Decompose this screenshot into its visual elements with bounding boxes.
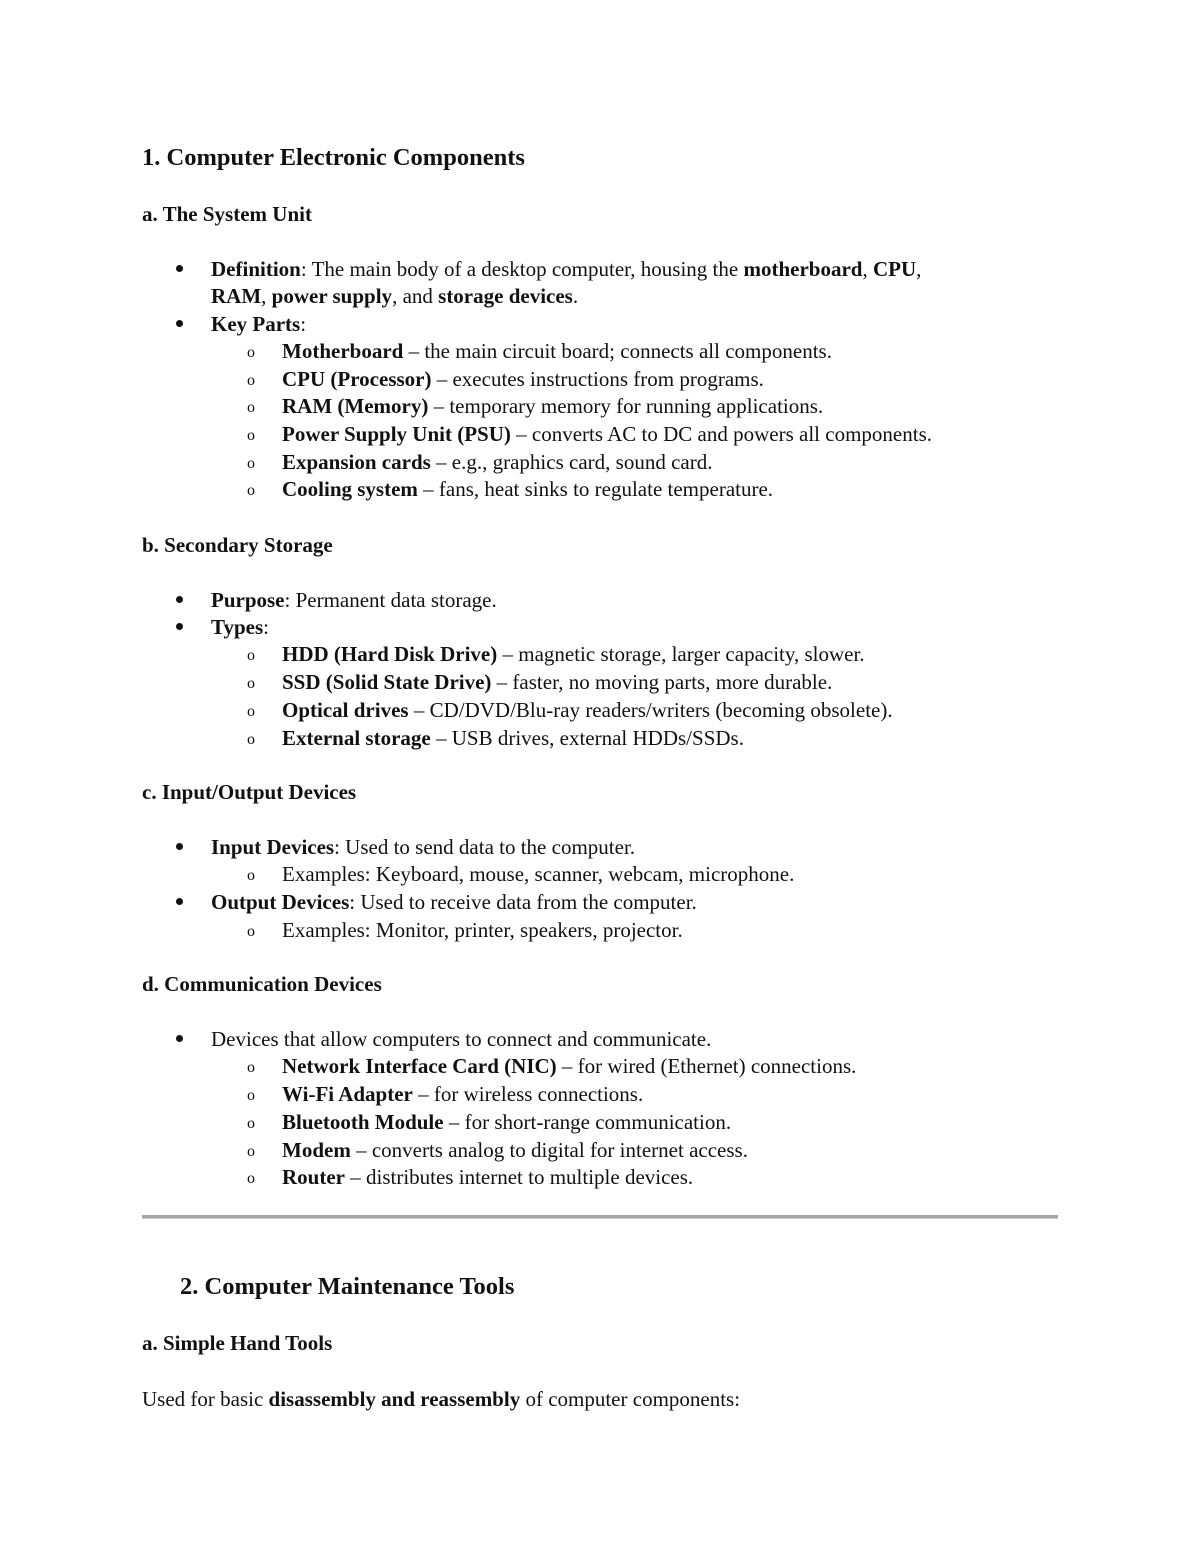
device-desc: – converts analog to digital for internet access. [350, 1138, 748, 1162]
definition-period: . [572, 284, 579, 308]
definition-term-ram: RAM [211, 284, 262, 308]
list-item [282, 1164, 693, 1190]
subsection-c-heading: c. Input/Output Devices [142, 780, 357, 804]
part-desc: – executes instructions from programs. [431, 367, 764, 391]
definition-comma: , [916, 257, 922, 281]
part-desc: – e.g., graphics card, sound card. [430, 450, 713, 474]
purpose-label: Purpose [211, 588, 285, 612]
hand-tools-intro [142, 1386, 740, 1412]
device-desc: – for short-range communication. [443, 1110, 732, 1134]
type-term: HDD (Hard Disk Drive) [282, 642, 498, 666]
definition-term-storage: storage devices [438, 284, 573, 308]
part-desc: – the main circuit board; connects all components. [403, 339, 832, 363]
types-line [211, 614, 269, 640]
input-devices-text: : Used to send data to the computer. [334, 835, 636, 859]
definition-term-cpu: CPU [872, 257, 917, 281]
list-item [282, 338, 832, 364]
device-term: Network Interface Card (NIC) [282, 1054, 557, 1078]
definition-sep: : [300, 257, 312, 281]
purpose-line [211, 587, 497, 613]
part-desc: – converts AC to DC and powers all components. [510, 422, 932, 446]
bullet-icon [176, 843, 183, 850]
types-label: Types [211, 615, 264, 639]
sub-bullet-icon: o [247, 675, 255, 692]
definition-comma: , [261, 284, 272, 308]
output-devices-label: Output Devices [211, 890, 350, 914]
device-desc: – distributes internet to multiple devices. [344, 1165, 694, 1189]
sub-bullet-icon: o [247, 923, 255, 940]
input-examples: Examples: Keyboard, mouse, scanner, webcam, microphone. [282, 862, 795, 886]
sub-bullet-icon: o [247, 1087, 255, 1104]
sub-bullet-icon: o [247, 703, 255, 720]
definition-line-2 [211, 283, 578, 309]
device-desc: – for wired (Ethernet) connections. [556, 1054, 857, 1078]
type-term: Optical drives [282, 698, 409, 722]
bullet-icon [176, 596, 183, 603]
part-term: Expansion cards [282, 450, 431, 474]
section-2-title: 2. Computer Maintenance Tools [180, 1273, 515, 1300]
list-item [282, 366, 764, 392]
list-item [282, 1137, 748, 1163]
sub-bullet-icon: o [247, 455, 255, 472]
bullet-icon [176, 320, 183, 327]
output-devices-text: : Used to receive data from the computer. [349, 890, 697, 914]
sub-bullet-icon: o [247, 372, 255, 389]
list-item [282, 421, 932, 447]
key-parts-sep: : [300, 312, 307, 336]
type-desc: – USB drives, external HDDs/SSDs. [430, 726, 744, 750]
sub-bullet-icon: o [247, 1170, 255, 1187]
subsection-b-heading: b. Secondary Storage [142, 533, 333, 557]
bullet-icon [176, 623, 183, 630]
part-desc: – fans, heat sinks to regulate temperature. [417, 477, 774, 501]
part-term: Power Supply Unit (PSU) [282, 422, 511, 446]
input-devices-line [211, 834, 635, 860]
sub-bullet-icon: o [247, 482, 255, 499]
sub-bullet-icon: o [247, 867, 255, 884]
purpose-text: : Permanent data storage. [284, 588, 497, 612]
intro-bold: disassembly and reassembly [268, 1387, 521, 1411]
section-2-subsection-a-heading: a. Simple Hand Tools [142, 1331, 333, 1355]
definition-comma: , [862, 257, 873, 281]
sub-bullet-icon: o [247, 344, 255, 361]
device-desc: – for wireless connections. [412, 1082, 644, 1106]
part-term: Cooling system [282, 477, 418, 501]
list-item [282, 697, 893, 723]
sub-bullet-icon: o [247, 1143, 255, 1160]
part-desc: – temporary memory for running applications. [428, 394, 824, 418]
sub-bullet-icon: o [247, 1059, 255, 1076]
list-item [282, 1053, 856, 1079]
key-parts-label: Key Parts [211, 312, 301, 336]
list-item [282, 476, 773, 502]
device-term: Modem [282, 1138, 351, 1162]
list-item [282, 1109, 731, 1135]
section-1-title: 1. Computer Electronic Components [142, 144, 525, 171]
sub-bullet-icon: o [247, 1115, 255, 1132]
part-term: CPU (Processor) [282, 367, 432, 391]
bullet-icon [176, 265, 183, 272]
type-desc: – faster, no moving parts, more durable. [491, 670, 833, 694]
horizontal-divider [142, 1215, 1058, 1219]
device-term: Router [282, 1165, 345, 1189]
input-devices-label: Input Devices [211, 835, 335, 859]
definition-label: Definition [211, 257, 301, 281]
part-term: RAM (Memory) [282, 394, 429, 418]
definition-and: , and [392, 284, 439, 308]
sub-bullet-icon: o [247, 647, 255, 664]
sub-bullet-icon: o [247, 399, 255, 416]
intro-pre: Used for basic [142, 1387, 269, 1411]
communication-intro: Devices that allow computers to connect and communicate. [211, 1027, 712, 1051]
types-sep: : [263, 615, 269, 639]
type-desc: – CD/DVD/Blu-ray readers/writers (becoming obsolete). [408, 698, 893, 722]
subsection-a-heading: a. The System Unit [142, 202, 312, 226]
list-item [282, 393, 823, 419]
list-item [282, 641, 865, 667]
definition-text: The main body of a desktop computer, housing the [311, 257, 744, 281]
type-term: External storage [282, 726, 431, 750]
list-item [282, 449, 712, 475]
definition-term-motherboard: motherboard [743, 257, 863, 281]
part-term: Motherboard [282, 339, 404, 363]
list-item [282, 1081, 643, 1107]
bullet-icon [176, 898, 183, 905]
sub-bullet-icon: o [247, 731, 255, 748]
output-devices-line [211, 889, 697, 915]
sub-bullet-icon: o [247, 427, 255, 444]
intro-post: of computer components: [520, 1387, 741, 1411]
type-term: SSD (Solid State Drive) [282, 670, 492, 694]
definition-line-1 [211, 256, 921, 282]
device-term: Wi-Fi Adapter [282, 1082, 413, 1106]
subsection-d-heading: d. Communication Devices [142, 972, 382, 996]
output-examples: Examples: Monitor, printer, speakers, projector. [282, 918, 683, 942]
key-parts-line [211, 311, 306, 337]
definition-term-power-supply: power supply [271, 284, 393, 308]
bullet-icon [176, 1035, 183, 1042]
type-desc: – magnetic storage, larger capacity, slower. [497, 642, 865, 666]
device-term: Bluetooth Module [282, 1110, 444, 1134]
list-item [282, 725, 744, 751]
list-item [282, 669, 832, 695]
